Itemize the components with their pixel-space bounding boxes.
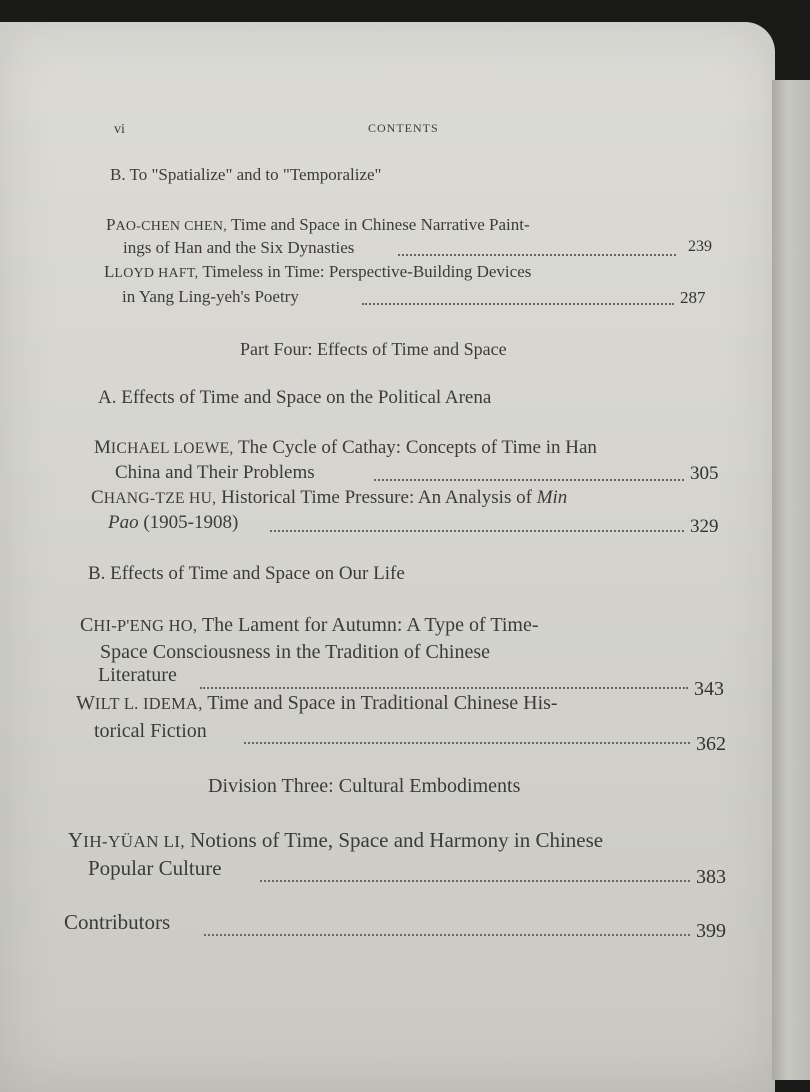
toc-entry-line: Popular Culture xyxy=(88,856,222,880)
page-ref: 399 xyxy=(696,920,726,942)
page-number: vi xyxy=(114,122,125,137)
toc-entry-line: WILT L. IDEMA, Time and Space in Traditional Chinese His- xyxy=(76,692,558,714)
page-ref: 305 xyxy=(690,463,719,484)
toc-entry-line: in Yang Ling-yeh's Poetry xyxy=(122,287,299,306)
toc-entry-line: Space Consciousness in the Tradition of Chinese xyxy=(100,641,490,663)
toc-entry-line: China and Their Problems xyxy=(115,462,315,483)
toc-entry-line: ings of Han and the Six Dynasties xyxy=(123,238,355,257)
section-heading: B. To "Spatialize" and to "Temporalize" xyxy=(110,165,382,184)
toc-entry-line: torical Fiction xyxy=(94,720,207,742)
leader-dots xyxy=(374,479,684,481)
contributors-label: Contributors xyxy=(64,910,171,934)
section-heading: A. Effects of Time and Space on the Political Arena xyxy=(98,387,492,408)
running-title: CONTENTS xyxy=(368,121,439,135)
page-ref: 329 xyxy=(690,516,719,537)
page-ref: 287 xyxy=(680,288,706,307)
toc-entry-line: YIH-YÜAN LI, Notions of Time, Space and Harmony in Chinese xyxy=(68,828,604,852)
toc-entry-line: PAO-CHEN CHEN, Time and Space in Chinese Narrative Paint- xyxy=(106,215,530,234)
page-edge xyxy=(772,80,810,1080)
leader-dots xyxy=(244,742,690,744)
toc-entry-line: MICHAEL LOEWE, The Cycle of Cathay: Concepts of Time in Han xyxy=(94,437,597,458)
division-heading: Division Three: Cultural Embodiments xyxy=(208,775,521,797)
page-ref: 239 xyxy=(688,238,712,255)
part-heading: Part Four: Effects of Time and Space xyxy=(240,339,507,359)
leader-dots xyxy=(260,880,690,882)
toc-entry-line: LLOYD HAFT, Timeless in Time: Perspective-Building Devices xyxy=(104,262,532,281)
page-ref: 383 xyxy=(696,866,726,888)
leader-dots xyxy=(270,530,684,532)
toc-entry-line: CHANG-TZE HU, Historical Time Pressure: An Analysis of Min xyxy=(91,487,568,508)
leader-dots xyxy=(200,687,688,689)
toc-entry-line: Pao (1905-1908) xyxy=(108,512,239,533)
page-ref: 362 xyxy=(696,733,726,755)
toc-entry-line: CHI-P'ENG HO, The Lament for Autumn: A Type of Time- xyxy=(80,614,539,636)
leader-dots xyxy=(398,254,676,256)
leader-dots xyxy=(204,934,690,936)
toc-entry-line: Literature xyxy=(98,664,177,686)
section-heading: B. Effects of Time and Space on Our Life xyxy=(88,563,405,584)
page-ref: 343 xyxy=(694,678,724,700)
leader-dots xyxy=(362,303,674,305)
